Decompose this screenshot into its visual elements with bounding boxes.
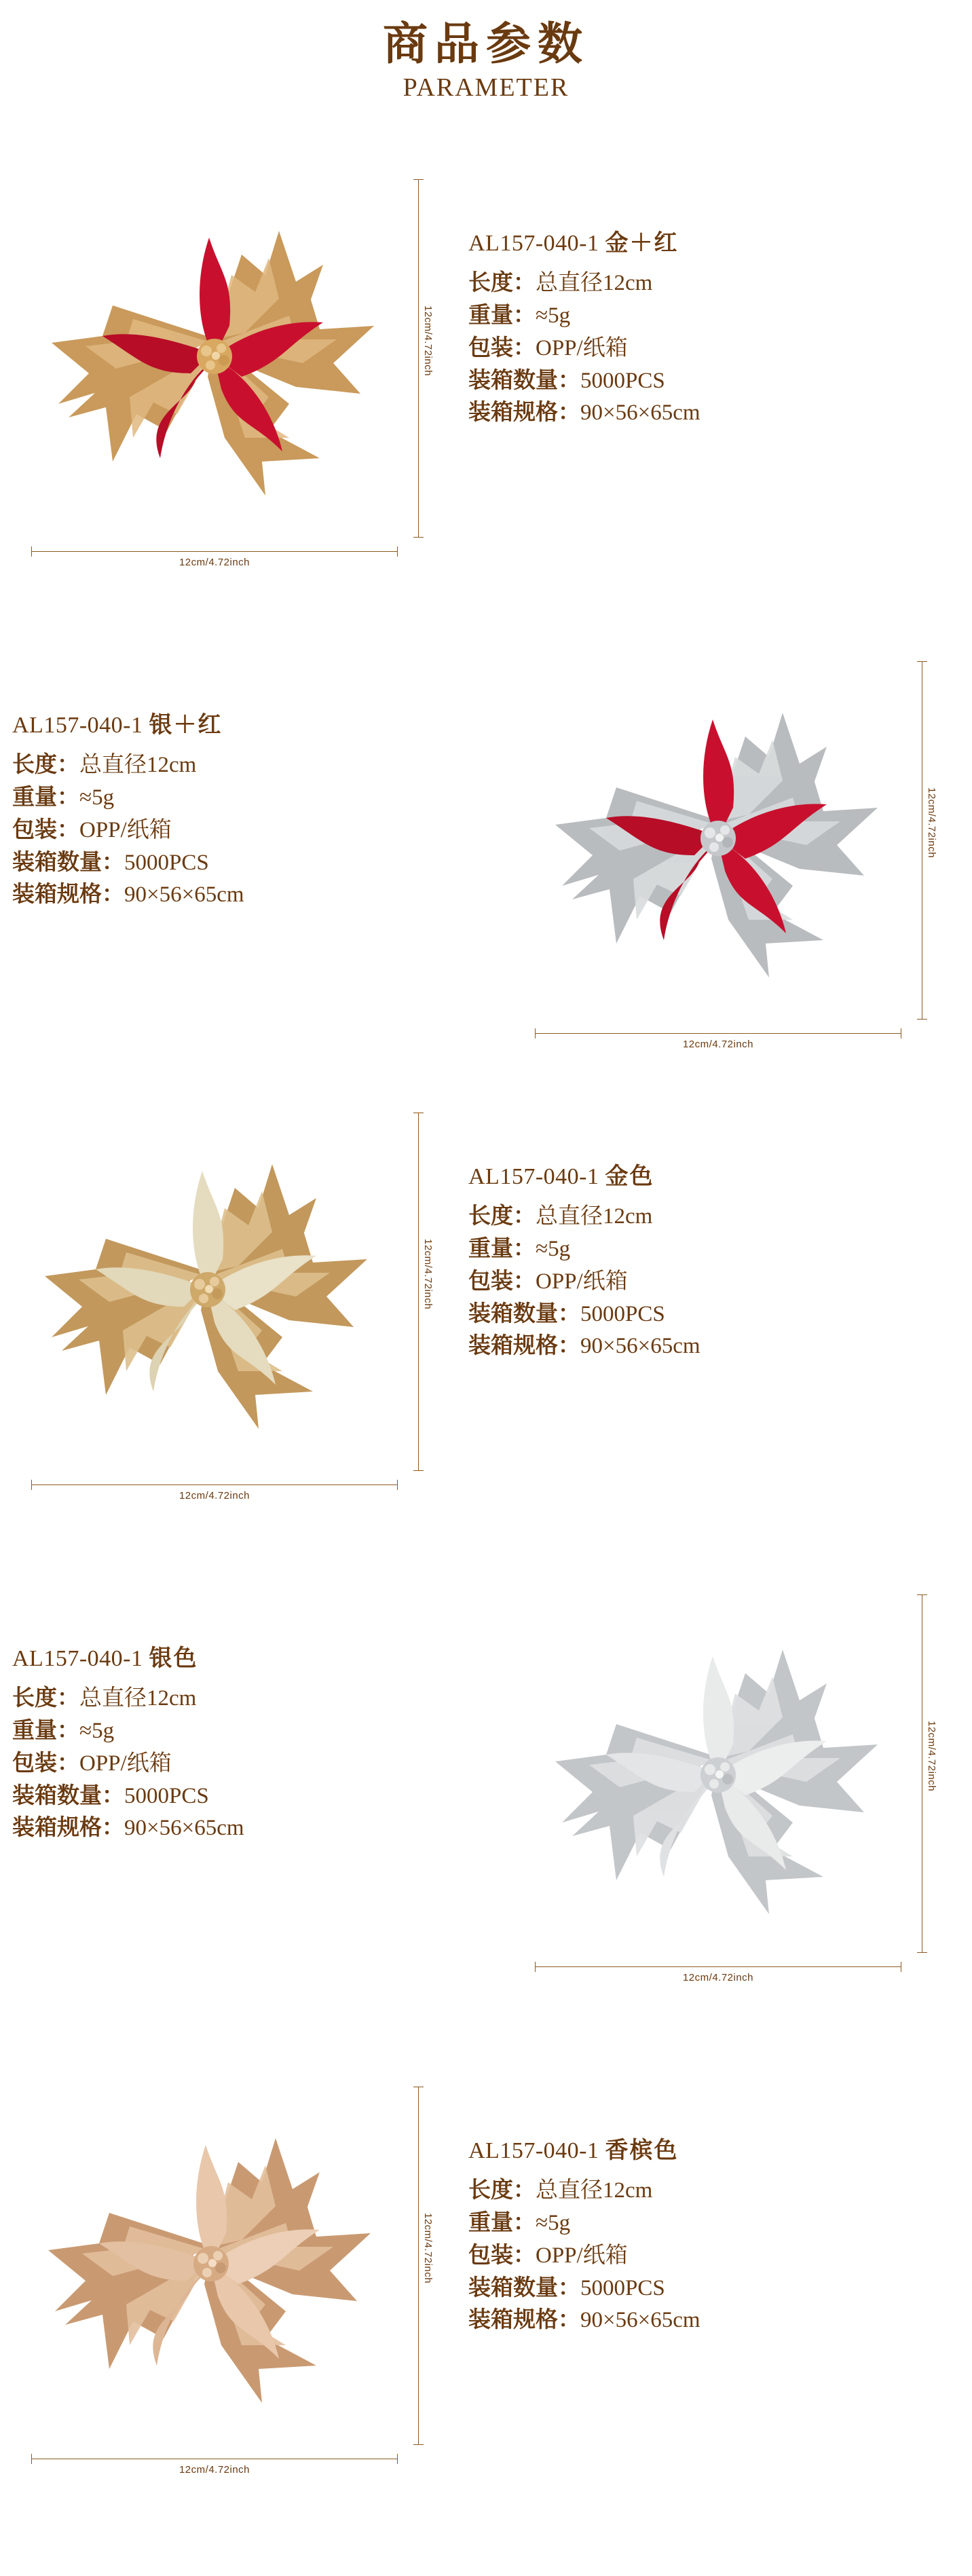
product-photo (24, 1110, 405, 1476)
spec-length-label: 长度： (468, 1202, 536, 1229)
product-block (0, 2077, 972, 2525)
vertical-measure-label: 12cm/4.72inch (422, 305, 434, 377)
spec-carton-qty-label: 装箱数量： (12, 848, 124, 875)
spec-carton-size-value: 90×56×65cm (580, 2308, 700, 2333)
spec-length-value: 总直径12cm (536, 1204, 653, 1229)
spec-weight-label: 重量： (468, 2208, 536, 2235)
product-spec (468, 1157, 930, 1362)
page-title-cn: 商品参数 (383, 17, 589, 70)
spec-carton-qty-label: 装箱数量： (468, 2273, 580, 2300)
spec-weight-value: ≈5g (79, 785, 115, 810)
spec-weight (468, 1233, 930, 1265)
spec-weight (12, 1715, 474, 1747)
product-image-frame (12, 176, 434, 574)
product-image-frame (12, 1110, 434, 1507)
spec-length-label: 长度： (468, 269, 536, 295)
spec-carton-qty (468, 365, 930, 397)
spec-length-value: 总直径12cm (536, 2178, 653, 2203)
spec-weight-value: ≈5g (79, 1718, 115, 1743)
product-block (0, 1585, 972, 2033)
product-color: 金色 (605, 1163, 654, 1190)
product-code: AL157-040-1 (468, 2138, 599, 2163)
product-spec (12, 706, 474, 911)
horizontal-measure-label: 12cm/4.72inch (179, 2464, 250, 2476)
product-photo (528, 658, 908, 1025)
spec-carton-qty (12, 846, 474, 879)
horizontal-measure-label: 12cm/4.72inch (179, 557, 250, 568)
spec-carton-qty-label: 装箱数量： (468, 366, 580, 393)
spec-length-value: 总直径12cm (79, 1686, 197, 1711)
product-code-line (12, 706, 474, 739)
spec-weight-value: ≈5g (536, 2210, 571, 2235)
vertical-measure-label: 12cm/4.72inch (926, 787, 937, 859)
spec-carton-size (12, 878, 474, 911)
spec-packing (12, 814, 474, 846)
vertical-measure-label: 12cm/4.72inch (926, 1721, 937, 1792)
horizontal-measure-label: 12cm/4.72inch (179, 1490, 250, 1501)
spec-carton-qty-label: 装箱数量： (468, 1299, 580, 1326)
spec-carton-size-value: 90×56×65cm (580, 1334, 700, 1359)
horizontal-measure-line (31, 551, 398, 552)
spec-carton-size-value: 90×56×65cm (124, 1816, 244, 1841)
flower-illustration (24, 1110, 405, 1476)
spec-carton-qty-value: 5000PCS (580, 2275, 665, 2300)
spec-carton-qty-label: 装箱数量： (12, 1781, 124, 1808)
spec-carton-qty-value: 5000PCS (580, 368, 665, 393)
product-block (0, 170, 972, 618)
vertical-measure-line (418, 2087, 419, 2445)
spec-length-value: 总直径12cm (79, 753, 197, 777)
spec-carton-qty-value: 5000PCS (124, 850, 209, 875)
spec-weight (468, 299, 930, 332)
product-color: 银＋红 (149, 711, 223, 739)
horizontal-measure-label: 12cm/4.72inch (682, 1972, 754, 1983)
product-code-line (468, 2131, 930, 2165)
spec-packing-label: 包装： (468, 1267, 536, 1294)
spec-packing-value: OPP/纸箱 (79, 817, 172, 842)
product-code: AL157-040-1 (12, 1646, 143, 1671)
product-color: 银色 (149, 1645, 198, 1672)
spec-carton-size (468, 396, 930, 429)
spec-length (12, 1682, 474, 1715)
spec-length-label: 长度： (12, 751, 79, 777)
flower-illustration (528, 1592, 908, 1958)
spec-length (12, 749, 474, 781)
spec-packing-label: 包装： (12, 1749, 79, 1776)
spec-length (468, 267, 930, 299)
spec-carton-size-label: 装箱规格： (468, 2306, 580, 2333)
spec-packing-label: 包装： (468, 2241, 536, 2268)
spec-weight-value: ≈5g (536, 303, 571, 328)
product-photo (24, 2084, 405, 2450)
spec-length-value: 总直径12cm (536, 271, 653, 295)
spec-packing-value: OPP/纸箱 (79, 1751, 172, 1776)
spec-weight-label: 重量： (12, 1716, 79, 1743)
horizontal-measure-line (535, 1966, 901, 1967)
spec-packing-value: OPP/纸箱 (536, 335, 628, 360)
spec-weight (12, 781, 474, 814)
page-title-en: PARAMETER (403, 73, 569, 102)
spec-packing-label: 包装： (468, 333, 536, 360)
spec-carton-size-label: 装箱规格： (12, 880, 124, 908)
spec-carton-qty (12, 1780, 474, 1812)
spec-carton-qty-value: 5000PCS (580, 1301, 665, 1326)
product-block (0, 1103, 972, 1551)
spec-carton-qty-value: 5000PCS (124, 1783, 209, 1808)
product-photo (528, 1592, 908, 1958)
product-code-line (468, 224, 930, 257)
horizontal-measure-label: 12cm/4.72inch (682, 1039, 754, 1050)
spec-weight-label: 重量： (468, 301, 536, 328)
flower-illustration (24, 176, 405, 543)
spec-packing (468, 1265, 930, 1298)
spec-length (468, 1200, 930, 1233)
spec-carton-qty (468, 1298, 930, 1330)
spec-packing (468, 332, 930, 365)
spec-carton-qty (468, 2272, 930, 2304)
spec-carton-size-label: 装箱规格： (468, 1332, 580, 1359)
spec-carton-size (12, 1812, 474, 1844)
spec-weight-value: ≈5g (536, 1236, 571, 1261)
vertical-measure-line (418, 1113, 419, 1471)
spec-packing (468, 2239, 930, 2272)
vertical-measure-label: 12cm/4.72inch (422, 2213, 434, 2284)
product-spec (468, 224, 930, 429)
spec-carton-size (468, 1330, 930, 1362)
product-spec (12, 1639, 474, 1844)
horizontal-measure-line (535, 1033, 901, 1034)
spec-carton-size-label: 装箱规格： (468, 398, 580, 426)
spec-packing-label: 包装： (12, 815, 79, 842)
spec-packing-value: OPP/纸箱 (536, 2243, 628, 2268)
spec-weight-label: 重量： (12, 783, 79, 810)
spec-carton-size (468, 2304, 930, 2336)
spec-carton-size-label: 装箱规格： (12, 1814, 124, 1841)
spec-carton-size-value: 90×56×65cm (580, 400, 700, 426)
product-image-frame (516, 1592, 937, 1989)
vertical-measure-label: 12cm/4.72inch (422, 1239, 434, 1310)
spec-carton-size-value: 90×56×65cm (124, 882, 244, 908)
product-code: AL157-040-1 (468, 231, 599, 256)
product-image-frame (12, 2084, 434, 2481)
flower-illustration (528, 658, 908, 1025)
product-image-frame (516, 658, 937, 1056)
spec-packing-value: OPP/纸箱 (536, 1269, 628, 1294)
product-photo (24, 176, 405, 543)
spec-weight (468, 2207, 930, 2239)
spec-packing (12, 1747, 474, 1780)
product-code: AL157-040-1 (468, 1164, 599, 1189)
flower-illustration (24, 2084, 405, 2450)
spec-length-label: 长度： (12, 1684, 79, 1711)
product-code: AL157-040-1 (12, 713, 143, 738)
product-color: 金＋红 (605, 229, 679, 257)
page-header (0, 0, 972, 102)
vertical-measure-line (418, 179, 419, 538)
product-color: 香槟色 (605, 2137, 679, 2164)
product-block (0, 652, 972, 1100)
product-code-line (12, 1639, 474, 1673)
spec-weight-label: 重量： (468, 1234, 536, 1261)
product-spec (468, 2131, 930, 2336)
spec-length (468, 2174, 930, 2207)
spec-length-label: 长度： (468, 2176, 536, 2203)
product-code-line (468, 1157, 930, 1191)
